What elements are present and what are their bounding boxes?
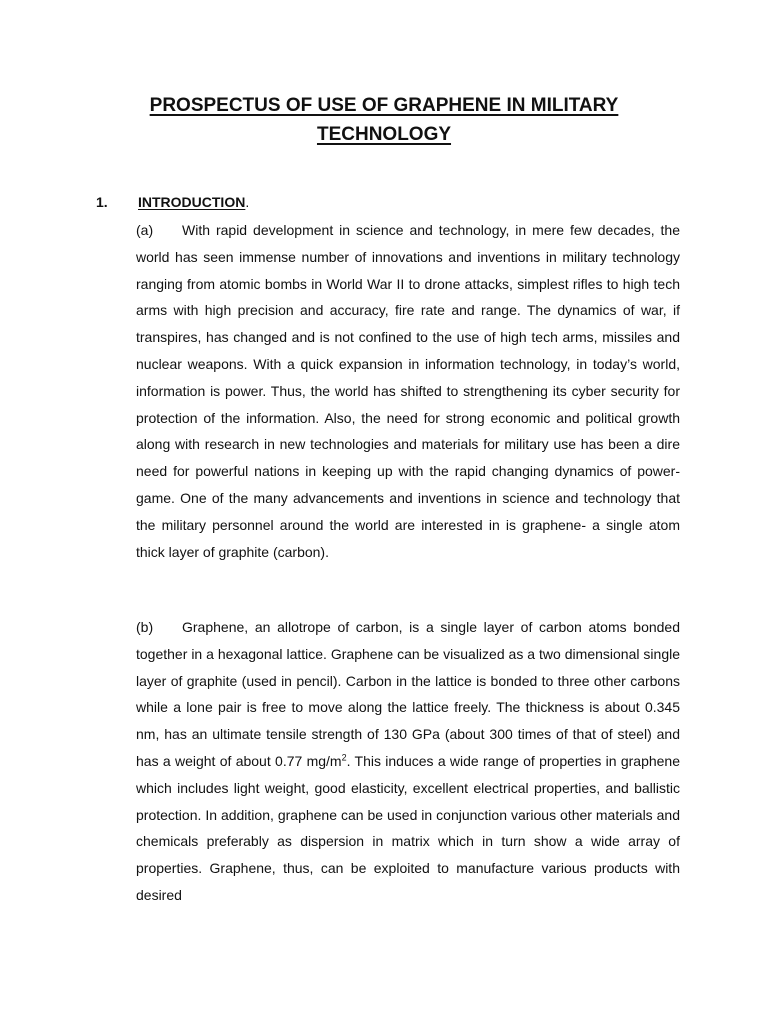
paragraph-b xyxy=(136,614,680,909)
document-title: PROSPECTUS OF USE OF GRAPHENE IN MILITARY TECHNOLOGY xyxy=(149,95,619,145)
section-number: 1. xyxy=(96,194,108,210)
paragraph-text: Graphene, an allotrope of carbon, is a single layer of carbon atoms bonded together in a hexagonal lattice. Graphene can be visualized as a two dimensional single layer of graphite (used in pencil). Carbon in the lattice is bonded to three other carbons while a lone pair is free to move along the lattice freely. The thickness is about 0.345 nm, has an ultimate tensile strength of 130 GPa (about 300 times of that of steel) and has a weight of about 0.77 mg/m xyxy=(136,619,680,769)
paragraph-a xyxy=(136,217,680,565)
paragraph-text-cont: . This induces a wide range of properties in graphene which includes light weight, good elasticity, excellent electrical properties, and ballistic protection. In addition, graphene can be used in conjunction various other materials and chemicals preferably as dispersion in matrix which in turn show a wide array of properties. Graphene, thus, can be exploited to manufacture various products with desired xyxy=(136,752,680,903)
superscript: 2 xyxy=(341,752,347,763)
paragraph-label: (a) xyxy=(136,222,154,238)
section-title: INTRODUCTION. xyxy=(138,194,250,210)
paragraph-label: (b) xyxy=(136,619,154,635)
paragraph-text: With rapid development in science and technology, in mere few decades, the world has seen immense number of innovations and inventions in military technology ranging from atomic bombs in World War II to drone attacks, simplest rifles to high tech arms with high precision and accuracy, fire rate and range. The dynamics of war, if transpires, has changed and is not confined to the use of high tech arms, missiles and nuclear weapons. With a quick expansion in information technology, in today’s world, information is power. Thus, the world has shifted to strengthening its cyber security for protection of the information. Also, the need for strong economic and political growth along with research in new technologies and materials for military use has been a dire need for powerful nations in keeping up with the rapid changing dynamics of power-game. One of the many advancements and inventions in science and technology that the military personnel around the world are interested in is graphene- a single atom thick layer of graphite (carbon). xyxy=(136,222,680,560)
